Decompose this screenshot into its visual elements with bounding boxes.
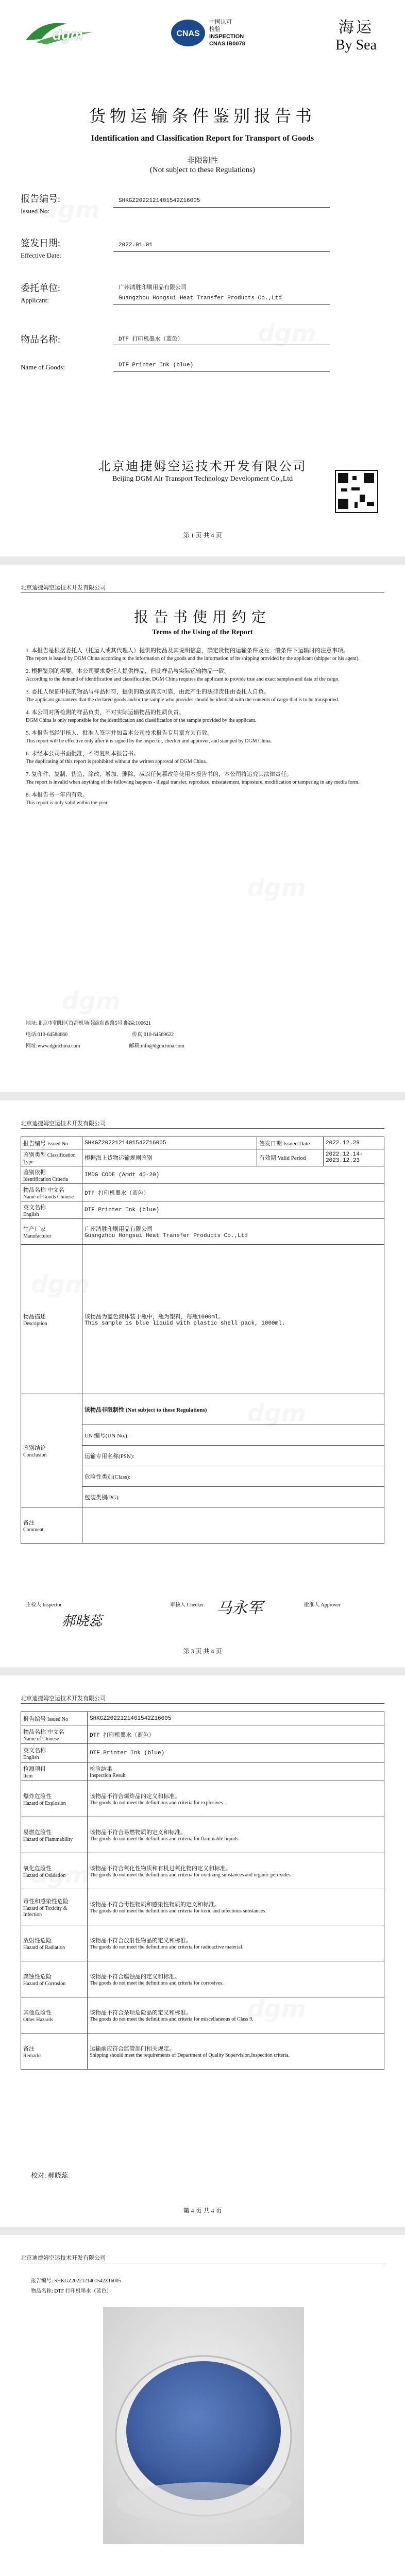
field-applicant bbox=[21, 281, 381, 317]
field-value-en: Guangzhou Hongsui Heat Transfer Products Co.,Ltd bbox=[119, 295, 282, 301]
cnas-cn: 中国认可 bbox=[209, 19, 232, 25]
photo-goods-name: 物品名称: DTF 打印机墨水（蓝色） bbox=[31, 2289, 112, 2294]
row-value: 该物品不符合腐蚀品的定义和标准。 The goods do not meet the definitions and criteria for corrosives. bbox=[88, 1961, 384, 1997]
term-en: DGM China is only responsible for the identification and classification of the sample provided by the applicant. bbox=[26, 718, 257, 723]
row-value: 运输前应符合监管部门相关规定。 Shipping should meet the requirements of Department of Quality Supervision,Inspection criteria. bbox=[88, 2033, 384, 2070]
row-value: 广州鸿胜印刷用品有限公司 Guangzhou Hongsui Heat Transfer Products Co.,Ltd bbox=[82, 1219, 384, 1245]
footer-fax: 传真:010-64569622 bbox=[132, 1032, 174, 1038]
term-item bbox=[26, 709, 381, 724]
row-label: 报告编号 Issued No bbox=[21, 1712, 88, 1725]
row-label: 英文名称 English bbox=[21, 1744, 88, 1762]
row-value: 检验结果 Inspection Result bbox=[88, 1762, 384, 1781]
sample-photo bbox=[103, 2307, 304, 2544]
field-label-en: Effective Date: bbox=[21, 251, 61, 259]
field-label-cn: 报告编号: bbox=[21, 194, 61, 204]
valid-period-value: 2022.12.14-2023.12.23 bbox=[324, 1149, 384, 1166]
row-label: 鉴别结论 Conclusion bbox=[21, 1394, 82, 1507]
row-value: 该物品不符合毒性物质和感染性物质的定义和标准。 The goods do not meet the definitions and criteria for toxic and infectious substances. bbox=[88, 1889, 384, 1925]
row-value: 该物品不符合杂项危险品的定义和标准。 The goods do not meet the definitions and criteria for miscellaneous of Class 9. bbox=[88, 1997, 384, 2033]
cnas-cn2: 检验 bbox=[209, 26, 221, 32]
row-label: 备注 Remarks bbox=[21, 2033, 88, 2070]
cnas-no: CNAS IB0078 bbox=[209, 41, 245, 47]
photo-page bbox=[0, 2235, 405, 2576]
valid-period-label: 有效期 Valid Period bbox=[257, 1149, 324, 1166]
sign-checker-label: 审核人 Checker bbox=[170, 1602, 204, 1608]
row-label: 腐蚀性危险 Hazard of Corrosion bbox=[21, 1961, 88, 1997]
row-value: 该物品不符合放射性物品的定义和标准。 The goods do not meet the definitions and criteria for radioactive material. bbox=[88, 1925, 384, 1961]
cover-company-en: Beijing DGM Air Transport Technology Development Co.,Ltd bbox=[112, 475, 293, 483]
row-value: DTF Printer Ink (blue) bbox=[88, 1744, 384, 1762]
non-danger-cn: 非限制性 bbox=[187, 157, 218, 165]
field-value: 2022.01.01 bbox=[119, 242, 153, 248]
term-item bbox=[26, 647, 381, 663]
cover-title-en: Identification and Classification Report for Transport of Goods bbox=[91, 134, 314, 143]
field-label-cn: 签发日期: bbox=[21, 238, 61, 248]
row-value: 根据海上货物运输规则鉴别 bbox=[82, 1149, 257, 1166]
cnas-inspection: INSPECTION bbox=[209, 33, 244, 40]
signature-1: 郝晓蕊 bbox=[62, 1614, 103, 1629]
terms-page bbox=[0, 565, 405, 1092]
field-label-en: Applicant: bbox=[21, 296, 49, 304]
term-en: The report is invalid when anything of the following happens - illegal transfer, reproduce, misstatement, imposture, modification or tampering in any media form. bbox=[26, 779, 360, 785]
row-label: 氧化危险性 Hazard of Oxidation bbox=[21, 1853, 88, 1889]
mode-en: By Sea bbox=[335, 37, 377, 53]
row-value: DTF 打印机墨水（蓝色） bbox=[82, 1184, 384, 1201]
term-item bbox=[26, 750, 381, 766]
psn-row: 运输专用名称(PSN): bbox=[82, 1446, 384, 1466]
field-label-cn: 物品名称: bbox=[21, 334, 61, 345]
term-en: The duplicating of this report is prohibited without the written approval of DGM China. bbox=[26, 759, 207, 765]
field-value: SHKGZ2022121401542Z16005 bbox=[119, 198, 200, 204]
issued-date-label: 签发日期 Issued Date bbox=[257, 1137, 324, 1149]
row-value: SHKGZ2022121401542Z16005 bbox=[88, 1712, 384, 1725]
field-value: 广州鸿胜印刷用品有限公司 bbox=[119, 285, 187, 291]
ink-bottle-icon bbox=[103, 2307, 304, 2544]
terms-footer bbox=[26, 1018, 381, 1052]
term-en: This report is only valid within the year. bbox=[26, 800, 109, 806]
page-header: 北京迪捷姆空运技术开发有限公司 bbox=[21, 1696, 106, 1702]
row-label: 检测项目 Item bbox=[21, 1762, 88, 1781]
term-cn: 6. 未经本公司书面批准，不得复制本报告书。 bbox=[26, 751, 139, 757]
footer-address: 地址:北京市朝阳区首都机场南路东西路5号 邮编:100621 bbox=[26, 1021, 151, 1026]
row-value: 该物品不符合易燃物质的定义和标准。 The goods do not meet the definitions and criteria for flammable liquids. bbox=[88, 1817, 384, 1853]
page-separator bbox=[0, 2227, 405, 2235]
row-label: 其他危险性 Other Hazards bbox=[21, 1997, 88, 2033]
page-separator bbox=[0, 556, 405, 565]
terms-list bbox=[26, 647, 381, 812]
term-cn: 5. 本报告书经审核人、批准人签字并加盖本公司技术报告专用章方为有效。 bbox=[26, 730, 213, 736]
row-value: 该物品不符合爆炸品的定义和标准。 The goods do not meet the definitions and criteria for explosives. bbox=[88, 1781, 384, 1817]
term-cn: 8. 本报告书一年内有效。 bbox=[26, 792, 88, 798]
footer-tel: 电话:010-64588660 bbox=[26, 1032, 68, 1038]
row-label: 备注 Comment bbox=[21, 1507, 82, 1544]
term-cn: 2. 根据鉴别的需要，本公司要求委托人提供样品，但此样品与实际运输物品一致。 bbox=[26, 668, 230, 674]
results-page bbox=[0, 1675, 405, 2227]
term-item bbox=[26, 688, 381, 704]
sign-approver-label: 批准人 Approver bbox=[304, 1602, 341, 1608]
page-header: 北京迪捷姆空运技术开发有限公司 bbox=[21, 1121, 106, 1127]
field-value: DTF 打印机墨水（蓝色） bbox=[119, 336, 183, 343]
field-label-en: Issued No: bbox=[21, 207, 49, 215]
row-value: 该物品为蓝色液体装于瓶中，瓶为塑料，每瓶1000ml。 This sample is blue liquid with plastic shell pack, 1000ml. bbox=[82, 1245, 384, 1394]
row-value: 该物品不符合氧化性物质和有机过氧化物的定义和标准。 The goods do not meet the definitions and criteria for oxidizing substances and organic peroxides. bbox=[88, 1853, 384, 1889]
field-issued-no bbox=[21, 192, 381, 223]
cover-title-cn: 货物运输条件鉴别报告书 bbox=[89, 107, 316, 125]
page-number: 第 1 页 共 4 页 bbox=[183, 532, 222, 539]
footer-email[interactable]: 邮箱:info@dgmchina.com bbox=[129, 1043, 184, 1049]
row-label: 英文名称 English bbox=[21, 1201, 82, 1219]
page-header: 北京迪捷姆空运技术开发有限公司 bbox=[21, 2255, 106, 2261]
dgm-logo bbox=[21, 18, 98, 46]
row-label: 爆炸危险性 Hazard of Explosion bbox=[21, 1781, 88, 1817]
field-label-en: Name of Goods: bbox=[21, 363, 65, 371]
pg-row: 包装类别(PG): bbox=[82, 1487, 384, 1507]
transport-mode bbox=[328, 14, 384, 54]
term-cn: 1. 本报告是根据委托人（托运人或其代理人）提供的物品及其说明信息，确定货物的运输条件及在一般条件下运输时的注意事项。 bbox=[26, 648, 349, 654]
row-label: 毒性和感染性危险 Hazard of Toxicity & Infection bbox=[21, 1889, 88, 1925]
page-number: 第 4 页 共 4 页 bbox=[183, 2207, 222, 2214]
un-number-row: UN 编号(UN No.): bbox=[82, 1425, 384, 1446]
row-value: IMDG CODE (Amdt 40-20) bbox=[82, 1166, 384, 1184]
row-label: 物品名称 中文名 Name of Chinese bbox=[21, 1725, 88, 1744]
term-item bbox=[26, 730, 381, 745]
cnas-logo-icon bbox=[170, 18, 206, 48]
page-number: 第 3 页 共 4 页 bbox=[183, 1648, 222, 1655]
row-label: 物品描述 Description bbox=[21, 1245, 82, 1394]
term-item bbox=[26, 771, 381, 786]
report-page bbox=[0, 1100, 405, 1667]
results-table bbox=[21, 1711, 384, 2070]
row-label: 物品名称 中文名 Name of Goods Chinese bbox=[21, 1184, 82, 1201]
term-item bbox=[26, 668, 381, 683]
cnas-mark bbox=[170, 15, 273, 52]
mode-cn: 海运 bbox=[339, 19, 374, 36]
svg-text:CNAS: CNAS bbox=[176, 29, 200, 38]
field-effective-date bbox=[21, 236, 381, 267]
row-label: 报告编号 Issued No bbox=[21, 1137, 82, 1149]
page-separator bbox=[0, 1667, 405, 1675]
qr-code-icon bbox=[335, 470, 378, 513]
row-label: 鉴别类型 Classification Type bbox=[21, 1149, 82, 1166]
row-value bbox=[82, 1507, 384, 1544]
term-en: The applicant guarantees that the declared goods and/or the sample who provides should be identical with the contents of cargo that is to be transported. bbox=[26, 697, 340, 703]
term-cn: 3. 委托人保证申报的物品与样品相符，提供的数据真实可靠，由此产生的法律责任由委托人自负。 bbox=[26, 689, 269, 695]
field-value-en: DTF Printer Ink (blue) bbox=[119, 362, 194, 368]
row-value: DTF 打印机墨水（蓝色） bbox=[88, 1725, 384, 1744]
page-header: 北京迪捷姆空运技术开发有限公司 bbox=[21, 585, 106, 591]
field-goods-name bbox=[21, 332, 381, 379]
issued-date-value: 2022.12.29 bbox=[324, 1137, 384, 1149]
non-danger-en: (Not subject to these Regulations) bbox=[149, 166, 256, 174]
row-value: 该物品非限制性 (Not subject to these Regulations) bbox=[82, 1394, 384, 1425]
cover-page bbox=[0, 0, 405, 556]
photo-issued-no: 报告编号: SHKGZ2022121401542Z16005 bbox=[31, 2278, 121, 2284]
terms-title-cn: 报告书使用约定 bbox=[133, 609, 271, 625]
proofreader: 校对: 郝晓蕊 bbox=[31, 2172, 68, 2179]
cover-company-cn: 北京迪捷姆空运技术开发有限公司 bbox=[98, 460, 307, 473]
row-label: 放射性危险 Hazard of Radiation bbox=[21, 1925, 88, 1961]
row-label: 生产厂家 Manufacturer bbox=[21, 1219, 82, 1245]
field-label-cn: 委托单位: bbox=[21, 283, 61, 293]
term-item bbox=[26, 791, 381, 807]
term-cn: 4. 本公司对所检测的样品负责，不对实际运输物品的性质负责。 bbox=[26, 709, 184, 716]
term-cn: 7. 复印件、复制、伪造、涂改、增加、删除、减以任何篡改等使用本报告书的，本公司将追究其法律责任。 bbox=[26, 771, 292, 777]
signature-2: 马永军 bbox=[216, 1600, 263, 1617]
row-label: 易燃危险性 Hazard of Flammability bbox=[21, 1817, 88, 1853]
term-en: This report will be effective only after it is signed by the inspector, checker and approver, and stamped by DGM China. bbox=[26, 738, 272, 744]
logo-text: dgm bbox=[53, 27, 83, 43]
row-value: SHKGZ2022121401542Z16005 bbox=[82, 1137, 257, 1149]
sign-inspector-label: 主检人 Inspector bbox=[26, 1602, 62, 1608]
terms-title-en: Terms of the Using of the Report bbox=[152, 629, 253, 636]
class-row: 危险性类别(Class): bbox=[82, 1466, 384, 1487]
page-separator bbox=[0, 1092, 405, 1100]
term-en: According to the demand of identification and classification, DGM China requires the applicant to provide true and exact samples and data of the cargo. bbox=[26, 676, 340, 682]
row-value: DTF Printer Ink (blue) bbox=[82, 1201, 384, 1219]
footer-website[interactable]: 网址:www.dgmchina.com bbox=[26, 1043, 80, 1049]
row-label: 鉴别依据 Identification Criteria bbox=[21, 1166, 82, 1184]
term-en: The report is issued by DGM China according to the information of the goods and the information of its shipping provided by the applicant (shipper or his agent). bbox=[26, 656, 360, 662]
report-table bbox=[21, 1137, 384, 1544]
